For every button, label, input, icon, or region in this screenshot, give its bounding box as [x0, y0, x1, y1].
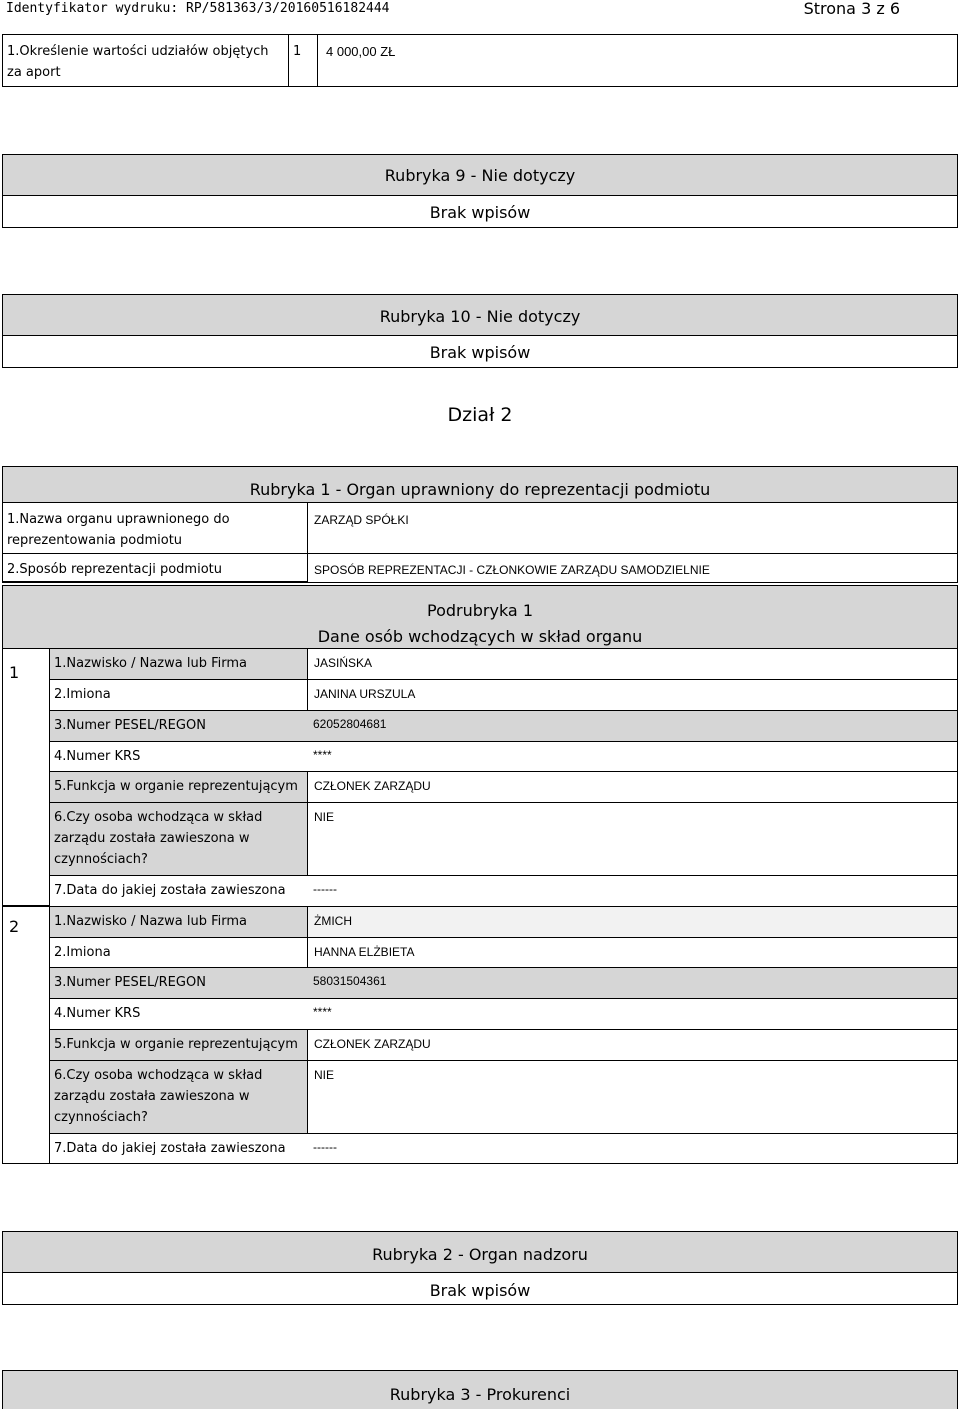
field-label: 6.Czy osoba wchodząca w skład zarządu została zawieszona w czynnościach? [49, 802, 308, 876]
aport-number: 1 [288, 34, 318, 87]
podrubryka-subtitle: Dane osób wchodzących w skład organu [317, 627, 643, 646]
podrubryka-title: Podrubryka 1 [427, 601, 533, 620]
field-value: JANINA URSZULA [307, 679, 958, 711]
aport-label: 1.Określenie wartości udziałów objętych za aport [2, 34, 289, 87]
field-value: ------ [313, 882, 337, 896]
field-value: HANNA ELŻBIETA [307, 937, 958, 968]
aport-value: 4 000,00 ZŁ [317, 34, 958, 87]
field-value: CZŁONEK ZARZĄDU [307, 1029, 958, 1061]
field-label: 1.Nazwisko / Nazwa lub Firma [49, 906, 958, 938]
rubryka-10-title: Rubryka 10 - Nie dotyczy [2, 294, 958, 336]
field-label: 2.Imiona [49, 679, 308, 711]
podrubryka-header [2, 585, 958, 649]
sposob-value: SPOSÓB REPREZENTACJI - CZŁONKOWIE ZARZĄDU SAMODZIELNIE [307, 553, 958, 583]
field-value: ŻMICH [307, 906, 958, 938]
field-value: 62052804681 [313, 717, 387, 731]
field-label: 1.Nazwisko / Nazwa lub Firma [49, 648, 308, 680]
field-label: 4.Numer KRS [49, 998, 958, 1030]
rubryka-1-title: Rubryka 1 - Organ uprawniony do reprezentacji podmiotu [2, 466, 958, 503]
sposob-label: 2.Sposób reprezentacji podmiotu [2, 553, 308, 583]
field-value: CZŁONEK ZARZĄDU [307, 771, 958, 803]
rubryka-2-title: Rubryka 2 - Organ nadzoru [2, 1231, 958, 1273]
field-value: NIE [307, 802, 958, 876]
field-label: 3.Numer PESEL/REGON [49, 710, 958, 742]
field-label: 5.Funkcja w organie reprezentującym [49, 1029, 308, 1061]
rubryka-9-title: Rubryka 9 - Nie dotyczy [2, 154, 958, 196]
field-value: **** [313, 748, 332, 762]
field-label: 4.Numer KRS [49, 741, 958, 772]
field-value: 58031504361 [313, 974, 387, 988]
field-label: 5.Funkcja w organie reprezentującym [49, 771, 308, 803]
print-identifier: Identyfikator wydruku: RP/581363/3/20160516182444 [6, 1, 390, 16]
organ-label: 1.Nazwa organu uprawnionego do reprezentowania podmiotu [2, 502, 308, 554]
rubryka-2-empty: Brak wpisów [2, 1272, 958, 1305]
field-label: 6.Czy osoba wchodząca w skład zarządu została zawieszona w czynnościach? [49, 1060, 308, 1134]
rubryka-3-title: Rubryka 3 - Prokurenci [2, 1370, 958, 1409]
field-value: **** [313, 1005, 332, 1019]
rubryka-10-empty: Brak wpisów [2, 335, 958, 368]
dzial-title: Dział 2 [447, 404, 513, 426]
field-value: JASIŃSKA [307, 648, 958, 680]
field-label: 3.Numer PESEL/REGON [49, 967, 958, 999]
person-index: 1 [2, 648, 50, 906]
organ-value: ZARZĄD SPÓŁKI [307, 502, 958, 554]
field-value: NIE [307, 1060, 958, 1134]
rubryka-9-empty: Brak wpisów [2, 195, 958, 228]
field-label: 2.Imiona [49, 937, 308, 968]
person-index: 2 [2, 906, 50, 1164]
page-number: Strona 3 z 6 [803, 0, 900, 18]
field-label: 7.Data do jakiej została zawieszona [49, 875, 958, 907]
field-value: ------ [313, 1140, 337, 1154]
field-label: 7.Data do jakiej została zawieszona [49, 1133, 958, 1164]
